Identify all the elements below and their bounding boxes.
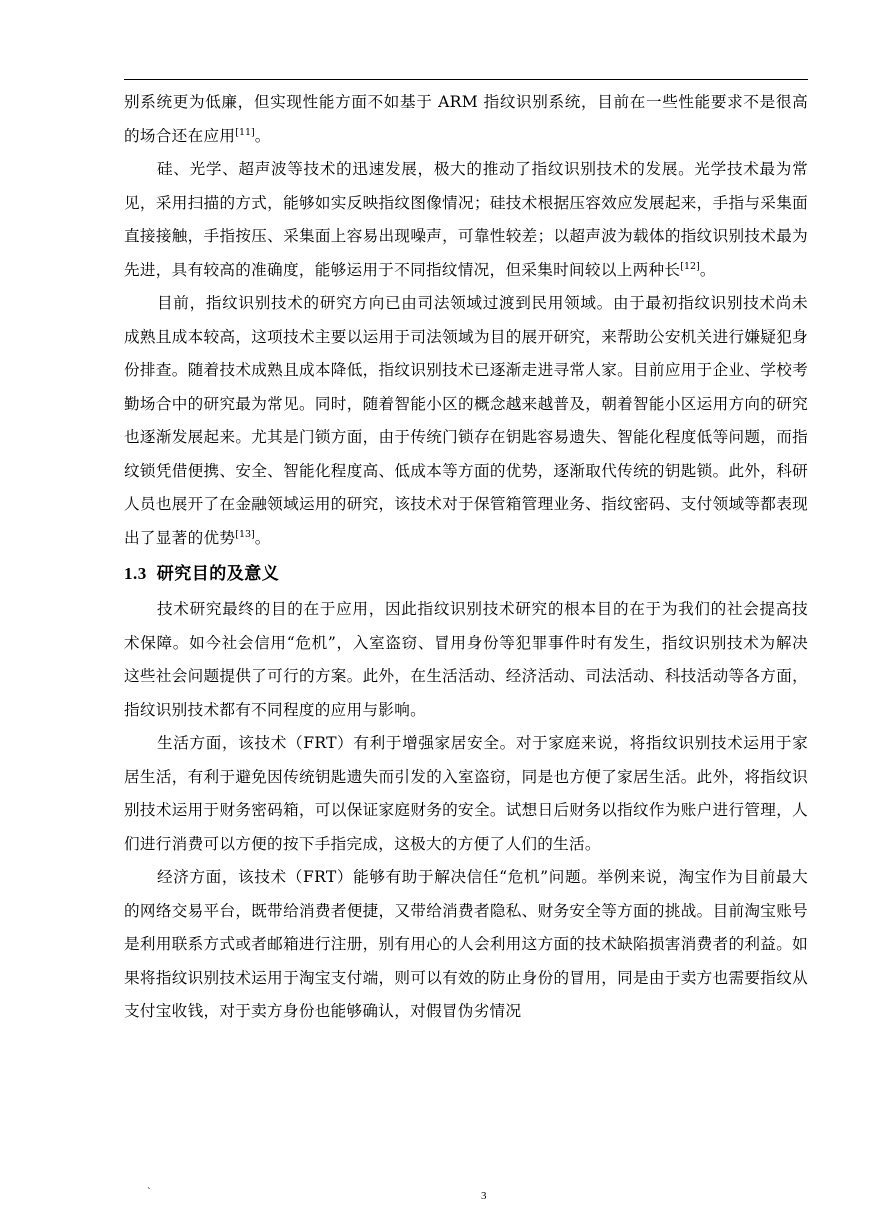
citation-ref: [11]	[235, 126, 255, 138]
paragraph-continuation	[124, 86, 808, 153]
header-rule	[124, 79, 808, 80]
body-text	[124, 86, 808, 1029]
citation-ref: [12]	[680, 260, 700, 272]
section-title: 研究目的及意义	[156, 564, 280, 584]
paragraph-research-direction	[124, 287, 808, 555]
section-heading	[124, 557, 808, 591]
paragraph-text: 目前，指纹识别技术的研究方向已由司法领域过渡到民用领域。由于最初指纹识别技术尚未成熟且成本较高，这项技术主要以运用于司法领域为目的展开研究，来帮助公安机关进行嫌疑犯身份排查。随着技术成熟且成本降低，指纹识别技术已逐渐走进寻常人家。目前应用于企业、学校考勤场合中的研究最为常见。同时，随着智能小区的概念越来越普及，朝着智能小区运用方向的研究也逐渐发展起来。尤其是门锁方面，由于传统门锁存在钥匙容易遗失、智能化程度低等问题，而指纹锁凭借便携、安全、智能化程度高、低成本等方面的优势，逐渐取代传统的钥匙锁。此外，科研人员也展开了在金融领域运用的研究，该技术对于保管箱管理业务、指纹密码、支付领域等都表现出了显著的优势	[124, 294, 808, 547]
paragraph-text: 别系统更为低廉，但实现性能方面不如基于 ARM 指纹识别系统，目前在一些性能要求不是很高的场合还在应用	[124, 93, 808, 145]
paragraph-tail: 。	[699, 260, 716, 279]
paragraph-text: 硅、光学、超声波等技术的迅速发展，极大的推动了指纹识别技术的发展。光学技术最为常见，采用扫描的方式，能够如实反映指纹图像情况；硅技术根据压容效应发展起来，手指与采集面直接接触，手指按压、采集面上容易出现噪声，可靠性较差；以超声波为载体的指纹识别技术最为先进，具有较高的准确度，能够运用于不同指纹情况，但采集时间较以上两种长	[124, 160, 808, 279]
paragraph-life-aspect: 生活方面，该技术（FRT）有利于增强家居安全。对于家庭来说，将指纹识别技术运用于家居生活，有利于避免因传统钥匙遗失而引发的入室盗窃，同是也方便了家居生活。此外，将指纹识别技术运用于财务密码箱，可以保证家庭财务的安全。试想日后财务以指纹作为账户进行管理，人们进行消费可以方便的按下手指完成，这极大的方便了人们的生活。	[124, 734, 808, 853]
paragraph-purpose: 技术研究最终的目的在于应用，因此指纹识别技术研究的根本目的在于为我们的社会提高技术保障。如今社会信用“危机”，入室盗窃、冒用身份等犯罪事件时有发生，指纹识别技术为解决这些社会问题提供了可行的方案。此外，在生活活动、经济活动、司法活动、科技活动等各方面，指纹识别技术都有不同程度的应用与影响。	[124, 600, 808, 719]
page-number: 3	[481, 1190, 487, 1202]
paragraph-sensor-technologies	[124, 153, 808, 287]
paragraph-tail: 。	[254, 528, 271, 547]
citation-ref: [13]	[235, 528, 255, 540]
section-number: 1.3	[124, 564, 147, 583]
paragraph-tail: 。	[254, 126, 271, 145]
footer-mark: `	[147, 1186, 151, 1198]
paragraph-economic-aspect: 经济方面，该技术（FRT）能够有助于解决信任“危机”问题。举例来说，淘宝作为目前最大的网络交易平台，既带给消费者便捷，又带给消费者隐私、财务安全等方面的挑战。目前淘宝账号是利用联系方式或者邮箱进行注册，别有用心的人会利用这方面的技术缺陷损害消费者的利益。如果将指纹识别技术运用于淘宝支付端，则可以有效的防止身份的冒用，同是由于卖方也需要指纹从支付宝收钱，对于卖方身份也能够确认，对假冒伪劣情况	[124, 868, 808, 1020]
